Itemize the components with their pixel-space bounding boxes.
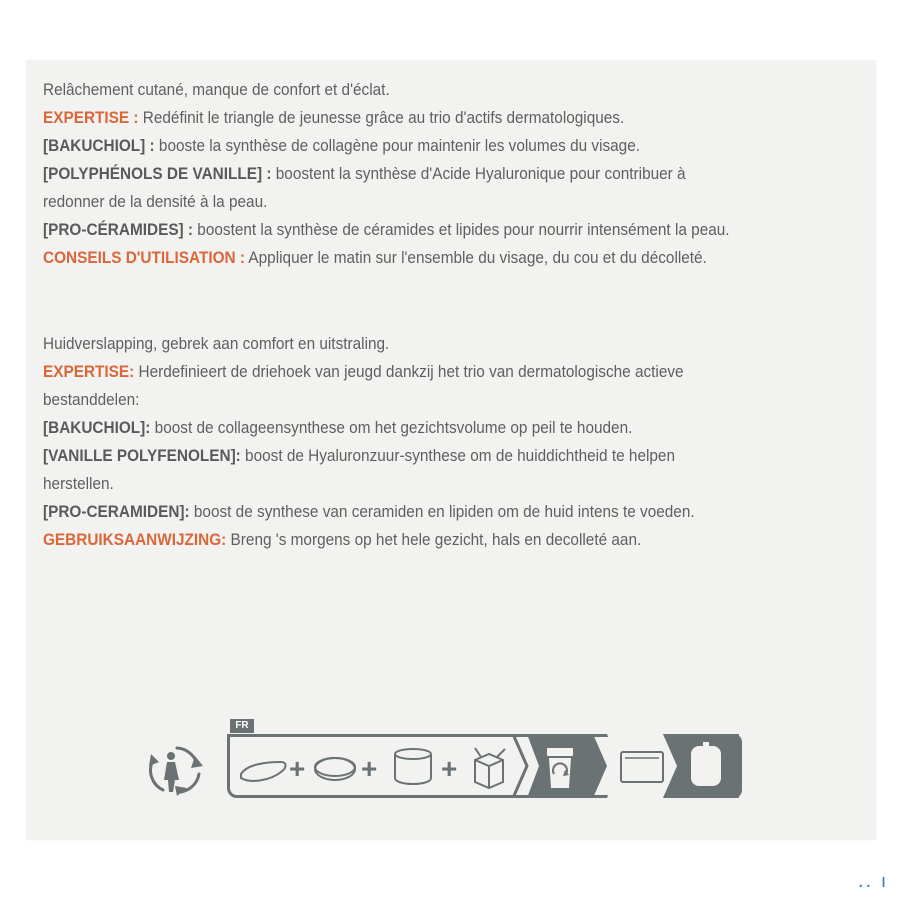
fr-vanilla-text-cont: redonner de la densité à la peau. xyxy=(43,193,268,211)
plus-sign: + xyxy=(361,753,378,784)
fr-bakuchiol xyxy=(43,132,801,160)
fr-ceramides-label: [PRO-CÉRAMIDES] : xyxy=(43,221,194,239)
fr-bakuchiol-text: booste la synthèse de collagène pour maintenir les volumes du visage. xyxy=(154,137,641,155)
fr-vanilla xyxy=(43,160,801,216)
corner-mark: .. ı xyxy=(857,871,888,892)
fr-expertise-label: EXPERTISE : xyxy=(43,109,139,127)
fr-usage-text: Appliquer le matin sur l'ensemble du visage, du cou et du décolleté. xyxy=(244,249,707,267)
nl-expertise-text: Herdefinieert de driehoek van jeugd dankzij het trio van dermatologische actieve xyxy=(134,363,684,381)
fr-intro: Relâchement cutané, manque de confort et d'éclat. xyxy=(43,81,390,99)
packaging-panel xyxy=(26,60,876,840)
nl-bakuchiol xyxy=(43,414,801,442)
nl-bakuchiol-text: boost de collageensynthese om het gezichtsvolume op peil te houden. xyxy=(150,419,633,437)
nl-vanilla xyxy=(43,442,801,498)
french-description xyxy=(43,76,801,272)
fr-expertise-text: Redéfinit le triangle de jeunesse grâce au trio d'actifs dermatologiques. xyxy=(138,109,625,127)
nl-vanilla-text: boost de Hyaluronzuur-synthese om de huiddichtheid te helpen xyxy=(240,447,675,465)
nl-ceramides xyxy=(43,498,801,526)
triman-recycle-icon xyxy=(141,740,209,798)
nl-intro: Huidverslapping, gebrek aan comfort en uitstraling. xyxy=(43,335,390,353)
nl-expertise-label: EXPERTISE: xyxy=(43,363,135,381)
fr-ceramides-text: boostent la synthèse de céramides et lipides pour nourrir intensément la peau. xyxy=(193,221,730,239)
nl-usage xyxy=(43,526,801,554)
plus-sign: + xyxy=(289,753,306,784)
country-tag: FR xyxy=(230,719,254,733)
nl-ceramides-text: boost de synthese van ceramiden en lipiden om de huid intens te voeden. xyxy=(189,503,695,521)
nl-ceramides-label: [PRO-CERAMIDEN]: xyxy=(43,503,190,521)
plus-sign: + xyxy=(441,753,458,784)
fr-vanilla-text: boostent la synthèse d'Acide Hyaluronique pour contribuer à xyxy=(271,165,686,183)
fr-expertise xyxy=(43,104,801,132)
lid-icon xyxy=(315,758,355,780)
nl-usage-label: GEBRUIKSAANWIJZING: xyxy=(43,531,227,549)
nl-vanilla-text-cont: herstellen. xyxy=(43,475,114,493)
box-icon xyxy=(475,748,505,788)
nl-usage-text: Breng 's morgens op het hele gezicht, hals en decolleté aan. xyxy=(226,531,642,549)
recycling-bin-icon xyxy=(527,734,607,798)
fr-usage-label: CONSEILS D'UTILISATION : xyxy=(43,249,245,267)
jar-icon xyxy=(395,749,431,784)
nl-bakuchiol-label: [BAKUCHIOL]: xyxy=(43,419,151,437)
recycling-info xyxy=(141,718,771,798)
packaging-items-graphic xyxy=(227,734,742,798)
glass-container-icon xyxy=(607,734,677,798)
spatula-icon xyxy=(241,762,286,781)
dutch-description xyxy=(43,330,801,554)
fr-ceramides xyxy=(43,216,801,244)
fr-bakuchiol-label: [BAKUCHIOL] : xyxy=(43,137,155,155)
fr-vanilla-label: [POLYPHÉNOLS DE VANILLE] : xyxy=(43,165,272,183)
nl-expertise-text-cont: bestanddelen: xyxy=(43,391,140,409)
nl-expertise xyxy=(43,358,801,414)
nl-vanilla-label: [VANILLE POLYFENOLEN]: xyxy=(43,447,241,465)
fr-usage xyxy=(43,244,801,272)
